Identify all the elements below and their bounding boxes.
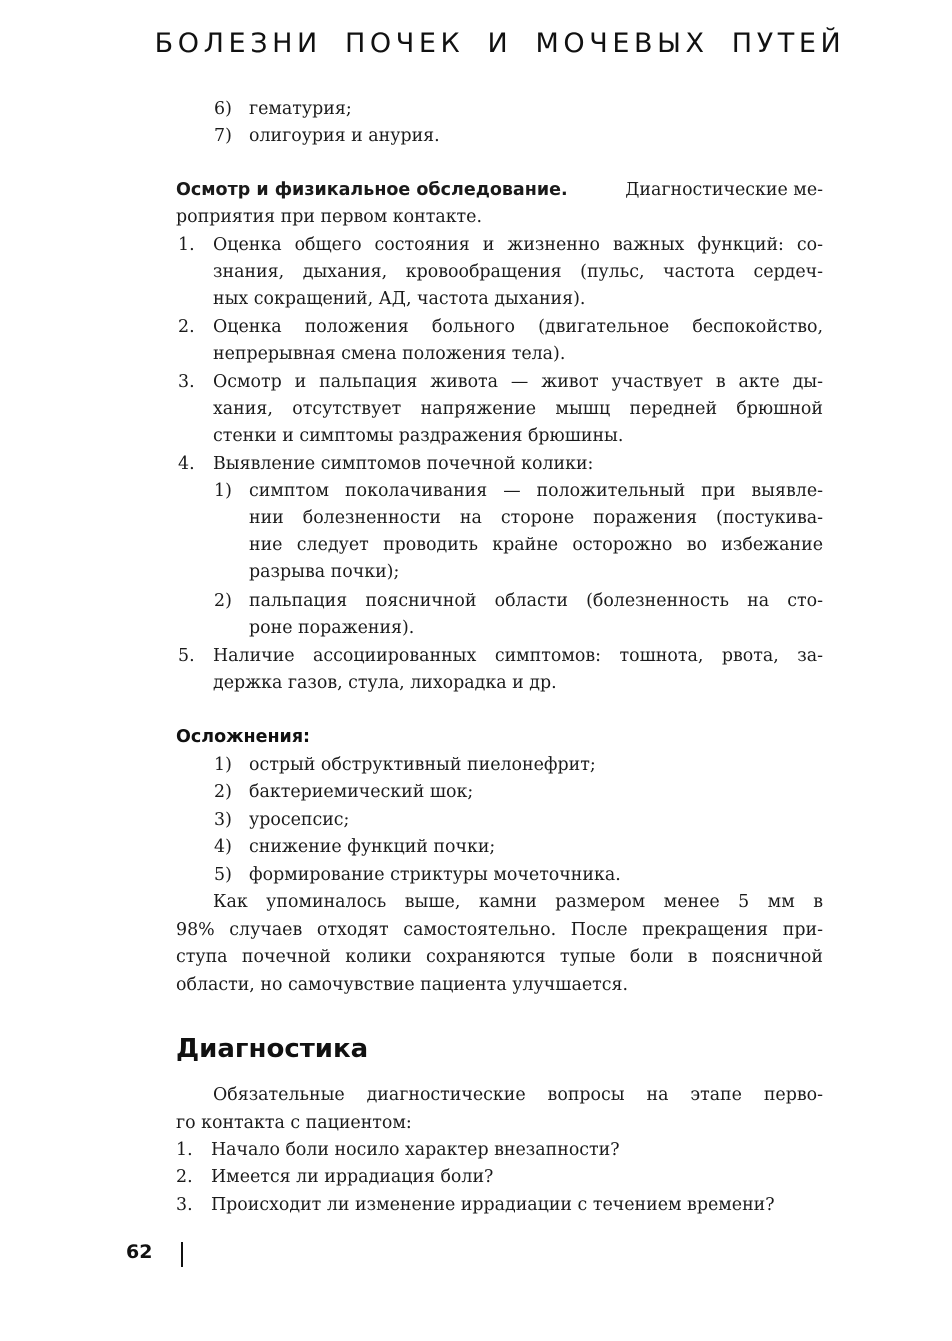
list-item-number: 2.: [176, 1167, 193, 1187]
list-item: Имеется ли иррадиация боли?: [211, 1167, 494, 1187]
list-item-number: 3.: [176, 1195, 193, 1215]
list-item-number: 3): [214, 810, 232, 830]
list-item-line: знания, дыхания, кровообращения (пульс, частота сердеч-: [213, 262, 823, 282]
list-item-line: Оценка положения больного (двигательное беспокойство,: [213, 317, 823, 337]
paragraph-line: области, но самочувствие пациента улучшается.: [176, 975, 628, 995]
section-title: Диагностика: [176, 1034, 369, 1064]
list-item: уросепсис;: [249, 810, 350, 830]
list-item-number: 1.: [176, 1140, 193, 1160]
sub-list-item-line: симптом поколачивания — положительный при выявле-: [249, 481, 823, 501]
sub-list-item-number: 2): [214, 591, 232, 611]
list-item-number: 2): [214, 782, 232, 802]
sub-list-item-line: пальпация поясничной области (болезненность на сто-: [249, 591, 823, 611]
list-item-line: ных сокращений, АД, частота дыхания).: [213, 289, 586, 309]
sub-list-item-line: разрыва почки);: [249, 562, 400, 582]
exam-intro-line: [176, 177, 823, 204]
list-item: снижение функций почки;: [249, 837, 496, 857]
list-item: Происходит ли изменение иррадиации с течением времени?: [211, 1195, 775, 1215]
list-item-number: 4.: [178, 454, 195, 474]
list-item: бактериемический шок;: [249, 782, 474, 802]
sub-list-item-line: ние следует проводить крайне осторожно во избежание: [249, 535, 823, 555]
exam-intro-continuation: роприятия при первом контакте.: [176, 207, 483, 227]
paragraph-line: Обязательные диагностические вопросы на этапе перво-: [213, 1085, 823, 1105]
running-head: БОЛЕЗНИ ПОЧЕК И МОЧЕВЫХ ПУТЕЙ: [154, 28, 846, 59]
list-item-number: 3.: [178, 372, 195, 392]
sub-list-item-number: 1): [214, 481, 232, 501]
list-item-line: хания, отсутствует напряжение мышц передней брюшной: [213, 399, 823, 419]
page-number: 62: [126, 1241, 153, 1263]
list-item: формирование стриктуры мочеточника.: [249, 865, 621, 885]
list-item-number: 7): [214, 126, 232, 146]
paragraph-line: го контакта с пациентом:: [176, 1113, 412, 1133]
list-item-number: 5): [214, 865, 232, 885]
list-item: олигоурия и анурия.: [249, 126, 440, 146]
exam-intro-text: Диагностические ме-: [625, 180, 823, 200]
list-item-number: 1): [214, 755, 232, 775]
sub-list-item-line: роне поражения).: [249, 618, 415, 638]
list-item-number: 1.: [178, 235, 195, 255]
list-item-line: Наличие ассоциированных симптомов: тошнота, рвота, за-: [213, 646, 823, 666]
list-item-number: 4): [214, 837, 232, 857]
list-item: острый обструктивный пиелонефрит;: [249, 755, 596, 775]
list-item-line: Выявление симптомов почечной колики:: [213, 454, 594, 474]
list-item-line: Осмотр и пальпация живота — живот участвует в акте ды-: [213, 372, 823, 392]
exam-heading: Осмотр и физикальное обследование.: [176, 180, 568, 200]
complications-heading: Осложнения:: [176, 727, 311, 747]
paragraph-line: Как упоминалось выше, камни размером менее 5 мм в: [213, 892, 823, 912]
list-item-number: 2.: [178, 317, 195, 337]
list-item: гематурия;: [249, 99, 352, 119]
list-item-line: Оценка общего состояния и жизненно важных функций: со-: [213, 235, 823, 255]
list-item: Начало боли носило характер внезапности?: [211, 1140, 620, 1160]
list-item-line: непрерывная смена положения тела).: [213, 344, 566, 364]
sub-list-item-line: нии болезненности на стороне поражения (постукива-: [249, 508, 823, 528]
paragraph-line: ступа почечной колики сохраняются тупые боли в поясничной: [176, 947, 823, 967]
list-item-number: 6): [214, 99, 232, 119]
list-item-line: держка газов, стула, лихорадка и др.: [213, 673, 557, 693]
page-number-divider: [181, 1242, 183, 1267]
paragraph-line: 98% случаев отходят самостоятельно. После прекращения при-: [176, 920, 823, 940]
list-item-line: стенки и симптомы раздражения брюшины.: [213, 426, 624, 446]
list-item-number: 5.: [178, 646, 195, 666]
